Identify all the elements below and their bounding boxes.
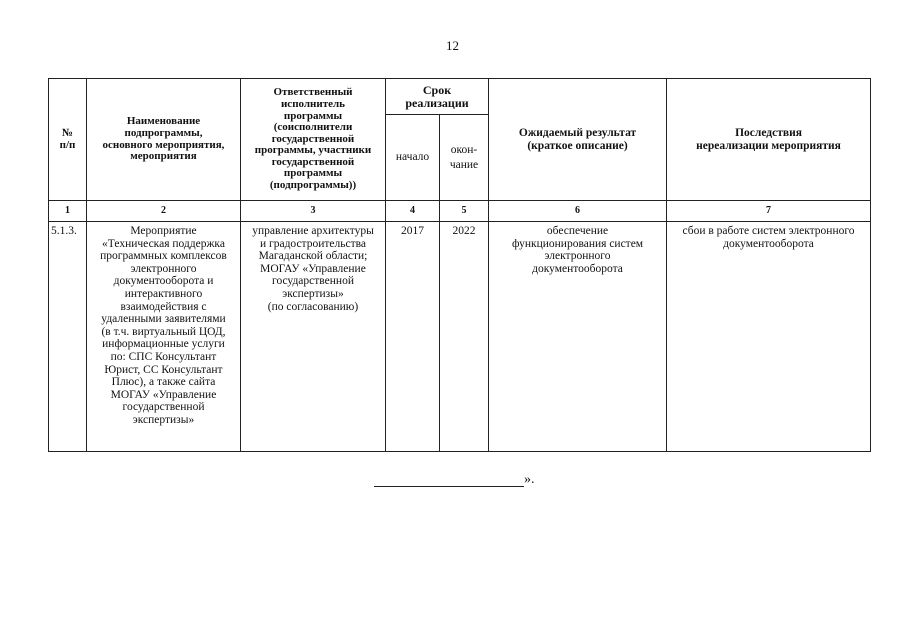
row-start: 2017	[386, 222, 440, 452]
header-end: окон- чание	[440, 115, 489, 201]
column-number: 6	[489, 201, 667, 222]
row-consequences: сбои в работе систем электронного документооборота	[667, 222, 871, 452]
row-name: Мероприятие «Техническая поддержка программных комплексов электронного документооборота и интерактивного взаимодействия с удаленными заявителями (в т.ч. виртуальный ЦОД, информационные услуги по: СПС Консультант Юрист, СС Консультант Плюс), а также сайта МОГАУ «Управление государственной экспертизы»	[87, 222, 241, 452]
row-end: 2022	[440, 222, 489, 452]
header-term: Срок реализации	[386, 79, 489, 115]
row-num: 5.1.3.	[49, 222, 87, 452]
header-name: Наименование подпрограммы, основного мероприятия, мероприятия	[87, 79, 241, 201]
header-responsible: Ответственный исполнитель программы (соисполнители государственной программы, участники государственной программы (подпрограммы))	[241, 79, 386, 201]
column-number: 7	[667, 201, 871, 222]
closing-quote: ».	[524, 472, 535, 487]
header-start: начало	[386, 115, 440, 201]
column-number-row	[49, 201, 871, 222]
column-number: 4	[386, 201, 440, 222]
page-number: 12	[446, 38, 459, 53]
column-number: 5	[440, 201, 489, 222]
table-row	[49, 222, 871, 452]
row-responsible: управление архитектуры и градостроительства Магаданской области; МОГАУ «Управление государственной экспертизы» (по согласованию)	[241, 222, 386, 452]
header-consequences: Последствия нереализации мероприятия	[667, 79, 871, 201]
signature-line	[374, 486, 524, 487]
column-number: 1	[49, 201, 87, 222]
column-number: 3	[241, 201, 386, 222]
header-result: Ожидаемый результат (краткое описание)	[489, 79, 667, 201]
row-result: обеспечение функционирования систем электронного документооборота	[489, 222, 667, 452]
column-number: 2	[87, 201, 241, 222]
header-num: № п/п	[49, 79, 87, 201]
activities-table	[48, 78, 871, 452]
